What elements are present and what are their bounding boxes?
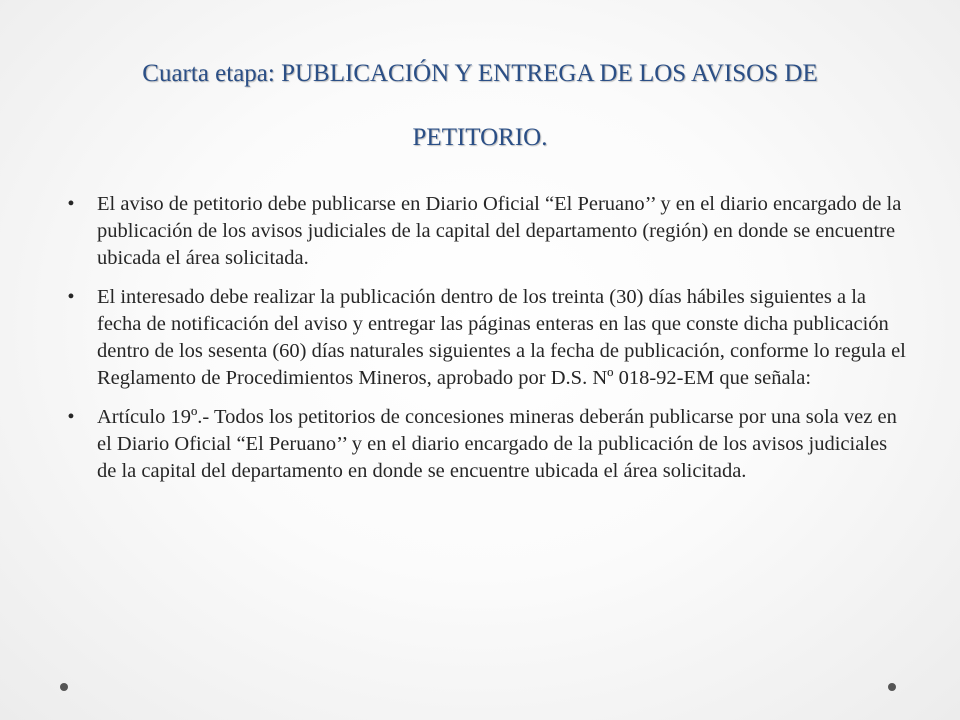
bullet-text: Artículo 19º.- Todos los petitorios de concesiones mineras deberán publicarse por una sola vez en el Diario Oficial “El Peruano’’ y en el diario encargado de la publicación de los avisos judiciales de la capital del departamento en donde se encuentre ubicada el área solicitada. xyxy=(97,406,897,482)
bullet-point-icon: • xyxy=(67,286,75,308)
bottom-left-dot-icon xyxy=(60,683,68,691)
bullet-list xyxy=(62,191,908,497)
slide-title-line-1: Cuarta etapa: PUBLICACIÓN Y ENTREGA DE LOS AVISOS DE xyxy=(142,60,818,87)
bullet-point-icon: • xyxy=(67,406,75,428)
slide-title-line-2: PETITORIO. xyxy=(412,124,548,151)
bottom-right-dot-icon xyxy=(888,683,896,691)
bullet-item-articulo-19 xyxy=(62,404,908,485)
bullet-text: El interesado debe realizar la publicación dentro de los treinta (30) días hábiles siguientes a la fecha de notificación del aviso y entregar las páginas enteras en las que conste dicha publicación dentro de los sesenta (60) días naturales siguientes a la fecha de publicación, conforme lo regula el Reglamento de Procedimientos Mineros, aprobado por D.S. Nº 018-92-EM que señala: xyxy=(97,286,906,389)
bullet-text: El aviso de petitorio debe publicarse en Diario Oficial “El Peruano’’ y en el diario encargado de la publicación de los avisos judiciales de la capital del departamento (región) en donde se encuentre ubicada el área solicitada. xyxy=(97,193,902,269)
bullet-item-aviso-publicacion xyxy=(62,191,908,272)
bullet-point-icon: • xyxy=(67,193,75,215)
slide-title xyxy=(60,42,900,170)
bullet-item-plazos-publicacion xyxy=(62,284,908,392)
